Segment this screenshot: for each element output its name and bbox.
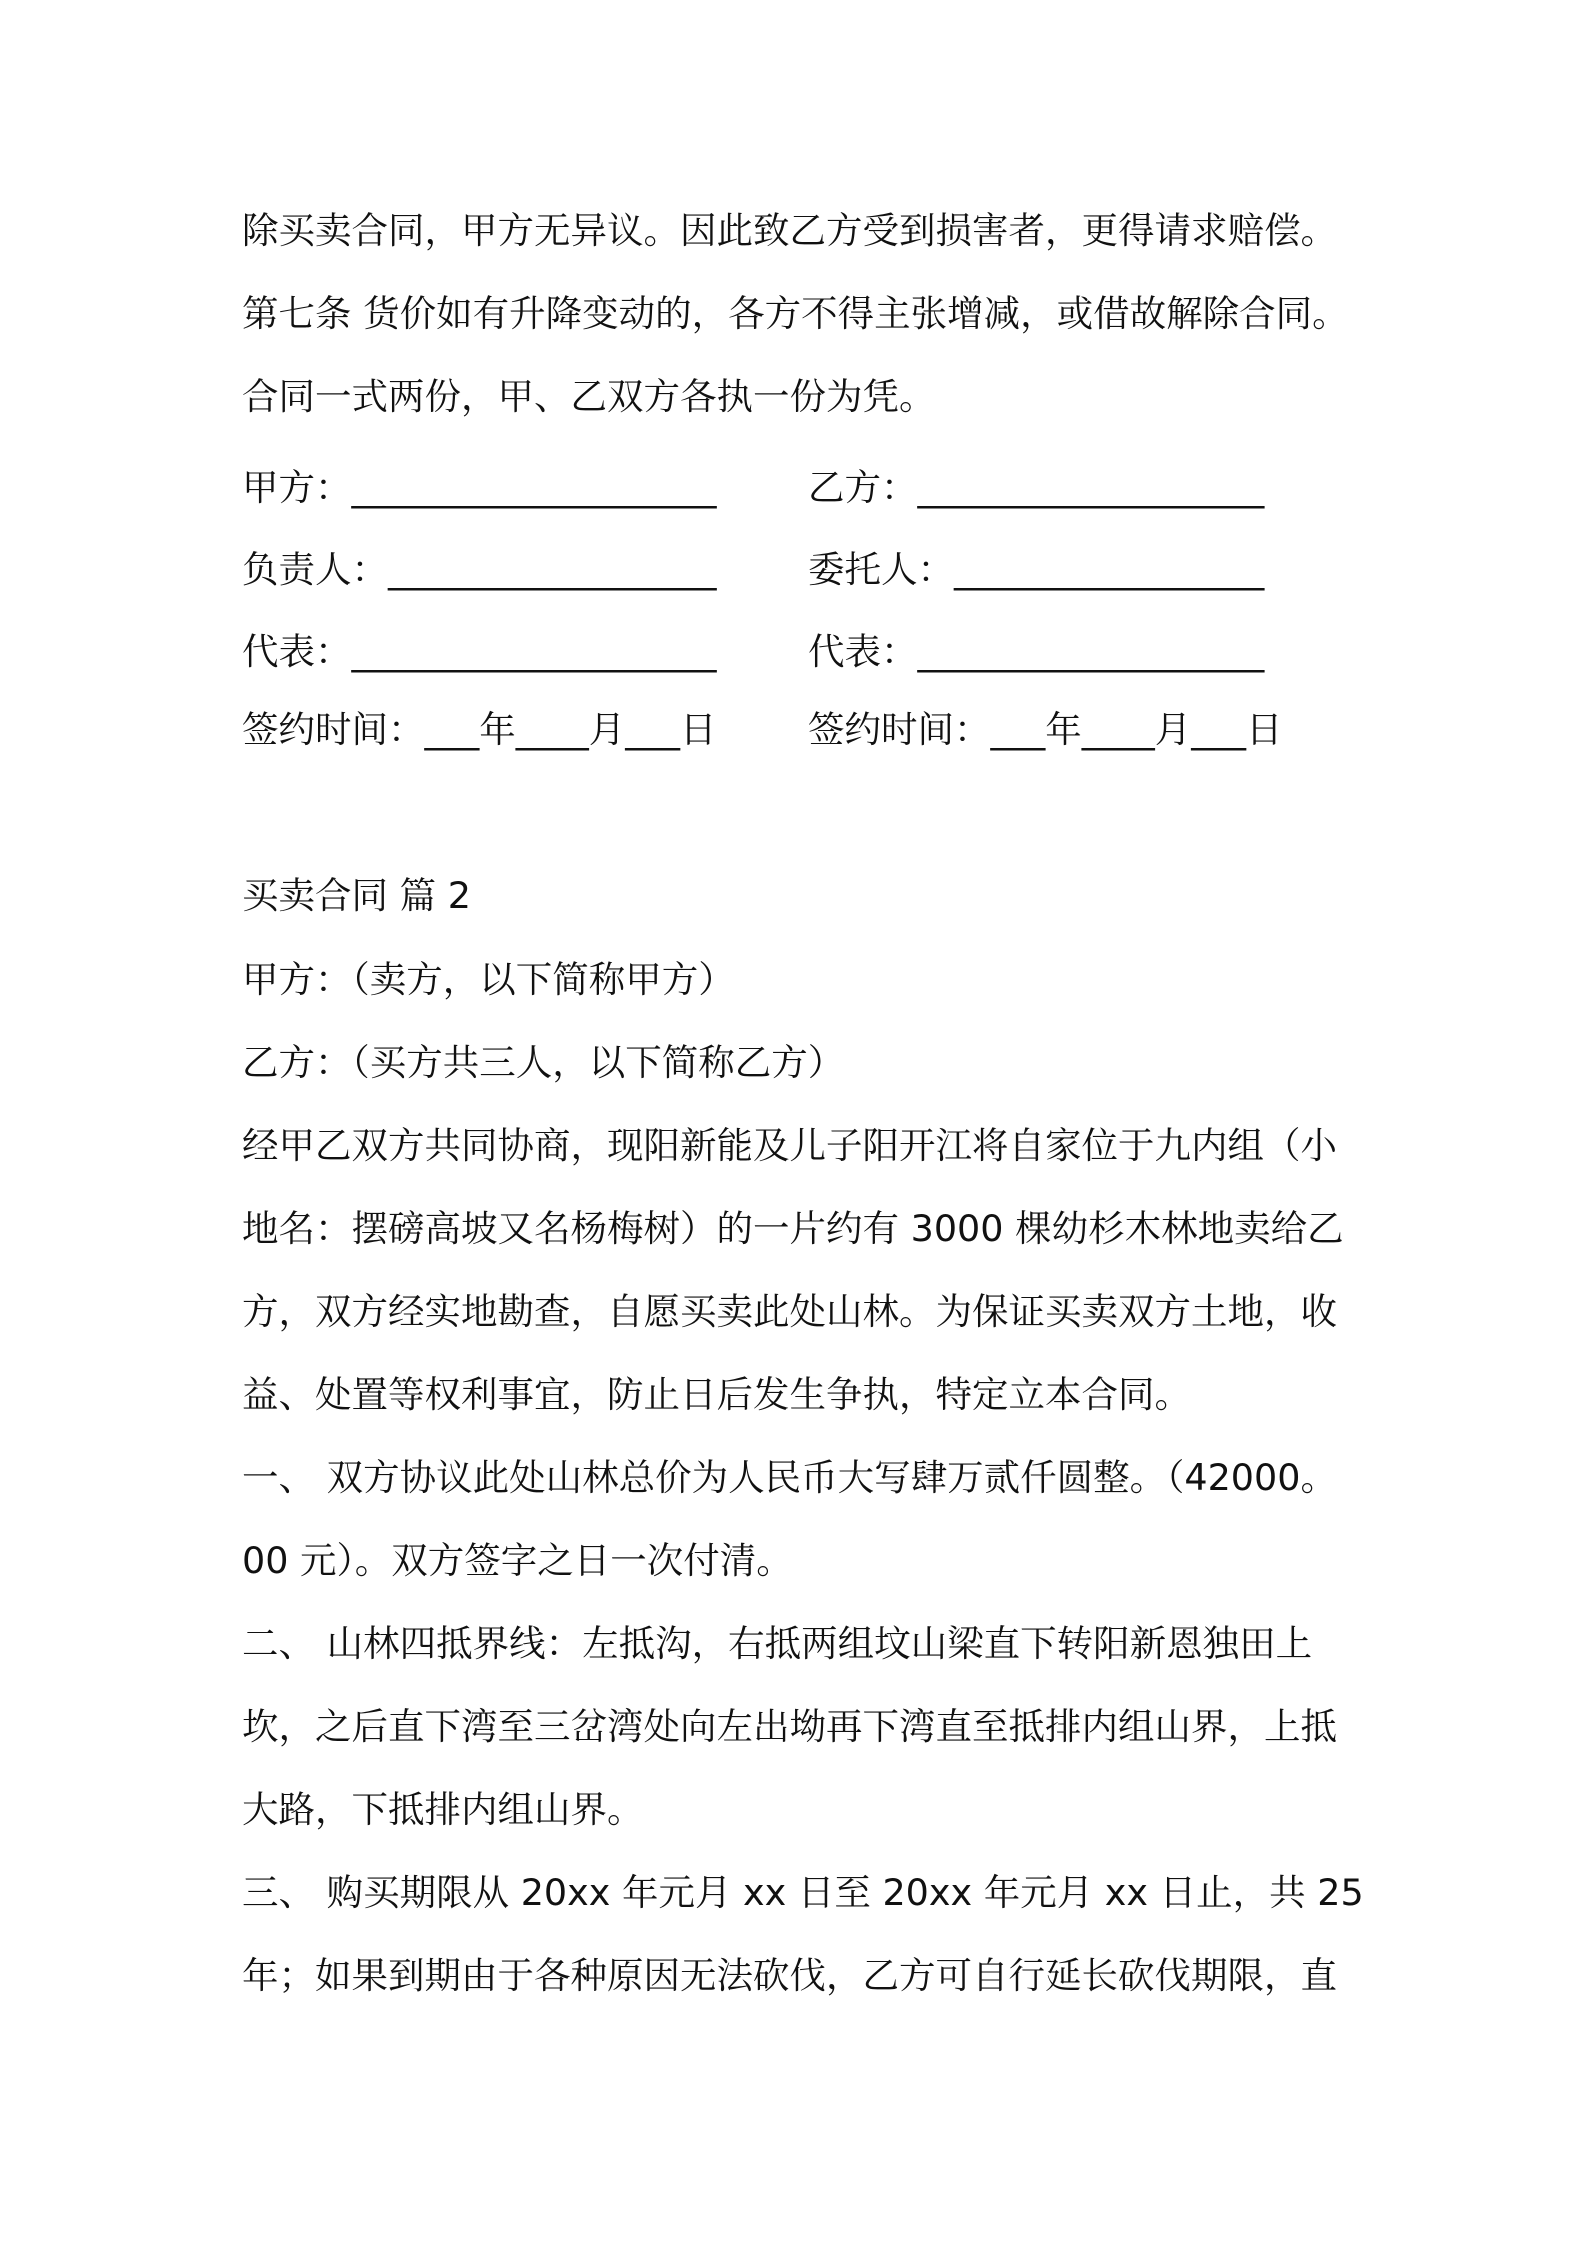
party-b-representative-field: 代表：___________________ (808, 630, 1265, 673)
paragraph-line: 方，双方经实地勘查，自愿买卖此处山林。为保证买卖双方土地，收 (242, 1290, 1337, 1333)
copies-statement-line: 合同一式两份，甲、乙双方各执一份为凭。 (242, 375, 936, 418)
party-a-signature-field: 甲方：____________________ (242, 466, 717, 509)
clause-seven-line: 第七条 货价如有升降变动的，各方不得主张增减，或借故解除合同。 (242, 292, 1349, 335)
party-a-representative-field: 代表：____________________ (242, 630, 717, 673)
article-two-line: 坎，之后直下湾至三岔湾处向左出坳再下湾直至抵排内组山界，上抵 (242, 1705, 1337, 1748)
article-one-line: 00 元）。双方签字之日一次付清。 (242, 1539, 793, 1582)
buyer-line: 乙方：（买方共三人，以下简称乙方） (242, 1041, 845, 1084)
article-three-line: 年；如果到期由于各种原因无法砍伐，乙方可自行延长砍伐期限，直 (242, 1954, 1337, 1997)
article-one-line: 一、 双方协议此处山林总价为人民币大写肆万贰仟圆整。（42000。 (242, 1456, 1337, 1499)
clause-text-line: 除买卖合同，甲方无异议。因此致乙方受到损害者，更得请求赔偿。 (242, 209, 1337, 252)
responsible-person-field: 负责人：__________________ (242, 548, 717, 591)
party-b-signature-field: 乙方：___________________ (808, 466, 1265, 509)
paragraph-line: 经甲乙双方共同协商，现阳新能及儿子阳开江将自家位于九内组（小 (242, 1124, 1337, 1167)
paragraph-line: 地名：摆磅高坡又名杨梅树）的一片约有 3000 棵幼杉木林地卖给乙 (242, 1207, 1344, 1250)
section-title: 买卖合同 篇 2 (242, 874, 471, 917)
seller-line: 甲方：（卖方，以下简称甲方） (242, 958, 735, 1001)
paragraph-line: 益、处置等权利事宜，防止日后发生争执，特定立本合同。 (242, 1373, 1191, 1416)
article-two-line: 大路，下抵排内组山界。 (242, 1788, 644, 1831)
party-b-signing-date-field: 签约时间：___年____月___日 (808, 708, 1283, 751)
article-three-line: 三、 购买期限从 20xx 年元月 xx 日至 20xx 年元月 xx 日止，共 25 (242, 1871, 1364, 1914)
party-a-signing-date-field: 签约时间：___年____月___日 (242, 708, 717, 751)
article-two-line: 二、 山林四抵界线：左抵沟，右抵两组坟山梁直下转阳新恩独田上 (242, 1622, 1313, 1665)
entrusted-person-field: 委托人：_________________ (808, 548, 1265, 591)
